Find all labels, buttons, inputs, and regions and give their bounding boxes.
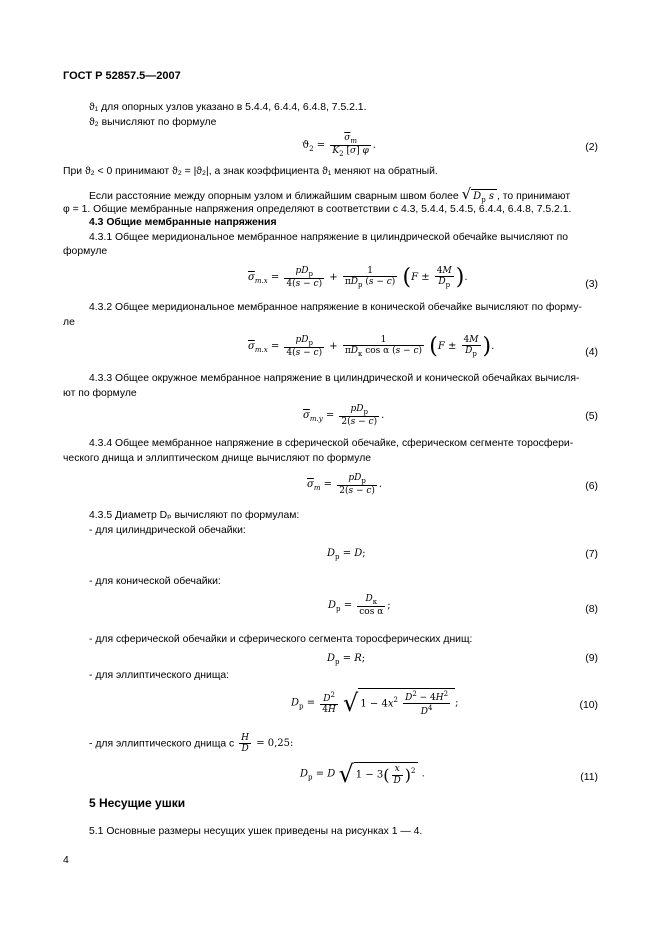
text-line: ют по формуле (63, 388, 137, 399)
text-line: - для цилиндрической обечайки: (89, 525, 246, 536)
equation-number: (7) (585, 549, 598, 560)
text-line: 4.3.4 Общее мембранное напряжение в сферической обечайке, сферическом сегменте торосфери- (89, 438, 574, 449)
text-line: - для конической обечайки: (89, 576, 221, 587)
text-line: 4.3.5 Диаметр Dₚ вычисляют по формулам: (89, 510, 300, 521)
equation-number: (10) (579, 700, 598, 711)
text-line: ческого днища и эллиптическом днище вычисляют по формуле (63, 453, 372, 464)
equation-8: $D_р$ = $\frac{D_к}{\text{cos α}}$ ; (8) (328, 594, 598, 617)
text-line: - для сферической обечайки и сферического сегмента торосферических днищ: (89, 634, 473, 645)
equation-number: (6) (585, 481, 598, 492)
equation-number: (8) (585, 604, 598, 615)
equation-2: $ϑ_2$ = $\frac{\overline{\sigma}_m}{K_2 [\sigma] \varphi}$ . (2) (302, 133, 598, 158)
equation-5: $\overline{\sigma}_{m.y}$ = $\frac{pD_р}{2(s - c)}$ . (5) (303, 404, 598, 427)
equation-number: (5) (585, 411, 598, 422)
text-line: При ϑ₂ < 0 принимают ϑ₂ = |ϑ₂|, а знак коэффициента ϑ₁ меняют на обратный. (63, 166, 438, 177)
equation-10: $D_р$ = $\frac{D^2}{4H}$ √ $1 - 4x^2$ $\frac{D^2 - 4H^2}{D^4}$ ; (10) (291, 688, 598, 718)
text-line: φ = 1. Общие мембранные напряжения определяют в соответствии с 4.3, 5.4.4, 5.4.5, 6.4.4, 6.4.8, 7.5.2.1. (63, 204, 572, 215)
text-line: ϑ₂ вычисляют по формуле (89, 117, 217, 128)
page-number: 4 (63, 855, 69, 866)
text-line: ле (63, 317, 75, 328)
text-segment: Если расстояние между опорным узлом и ближайшим сварным швом более (89, 191, 459, 202)
text-line: ϑ₁ для опорных узлов указано в 5.4.4, 6.4.4, 6.4.8, 7.5.2.1. (89, 102, 367, 113)
equation-number: (3) (585, 279, 598, 290)
equation-number: (4) (585, 347, 598, 358)
equation-6: $\overline{\sigma}_m$ = $\frac{pD_р}{2(s - c)}$ . (6) (307, 473, 598, 496)
text-segment: , то принимают (497, 191, 571, 202)
equation-number: (11) (580, 772, 598, 783)
equation-number: (9) (585, 653, 598, 664)
equation-4: $\overline{\sigma}_{m.x}$ = $\frac{pD_р}{4(s - c)}$ + $\frac{1}{\pi D_к \cos \alpha (s - c)}$ (F ± $\frac{4M}{D_р}$ ). (4) (248, 334, 598, 359)
document-header: ГОСТ Р 52857.5—2007 (63, 70, 181, 82)
text-segment: - для эллиптического днища с (89, 738, 235, 750)
equation-9: $D_р = R$; (9) (327, 653, 598, 666)
text-line: формуле (63, 246, 108, 257)
equation-11: $D_р = D$ √ 1 − 3( $\frac{x}{D}$ )$^2$ . (11) (300, 760, 598, 788)
text-line: 4.3.3 Общее окружное мембранное напряжение в цилиндрической и конической обечайках вычисля- (89, 373, 580, 384)
text-line: 4.3.2 Общее меридиональное мембранное напряжение в конической обечайке вычисляют по форму- (89, 302, 582, 313)
text-line: - для эллиптического днища с $\frac{H}{D}$ = 0,25: (89, 733, 294, 755)
equation-3: $\overline{\sigma}_{m.x}$ = $\frac{pD_р}{4(s - c)}$ + $\frac{1}{\pi D_р (s - c)}$ (F ± $\frac{4M}{D_р}$ ). (3) (248, 265, 598, 290)
text-line: 5.1 Основные размеры несущих ушек приведены на рисунках 1 — 4. (89, 826, 423, 837)
text-line: Если расстояние между опорным узлом и ближайшим сварным швом более √ $D_р$ s , то принимают (89, 185, 571, 204)
equation-7: $D_р = D$; (7) (327, 548, 598, 561)
section-heading: 5 Несущие ушки (89, 796, 186, 810)
text-line: - для эллиптического днища: (89, 670, 230, 681)
equation-number: (2) (585, 142, 598, 153)
section-heading: 4.3 Общие мембранные напряжения (89, 217, 277, 228)
text-line: 4.3.1 Общее меридиональное мембранное напряжение в цилиндрической обечайке вычисляют по (89, 232, 568, 243)
